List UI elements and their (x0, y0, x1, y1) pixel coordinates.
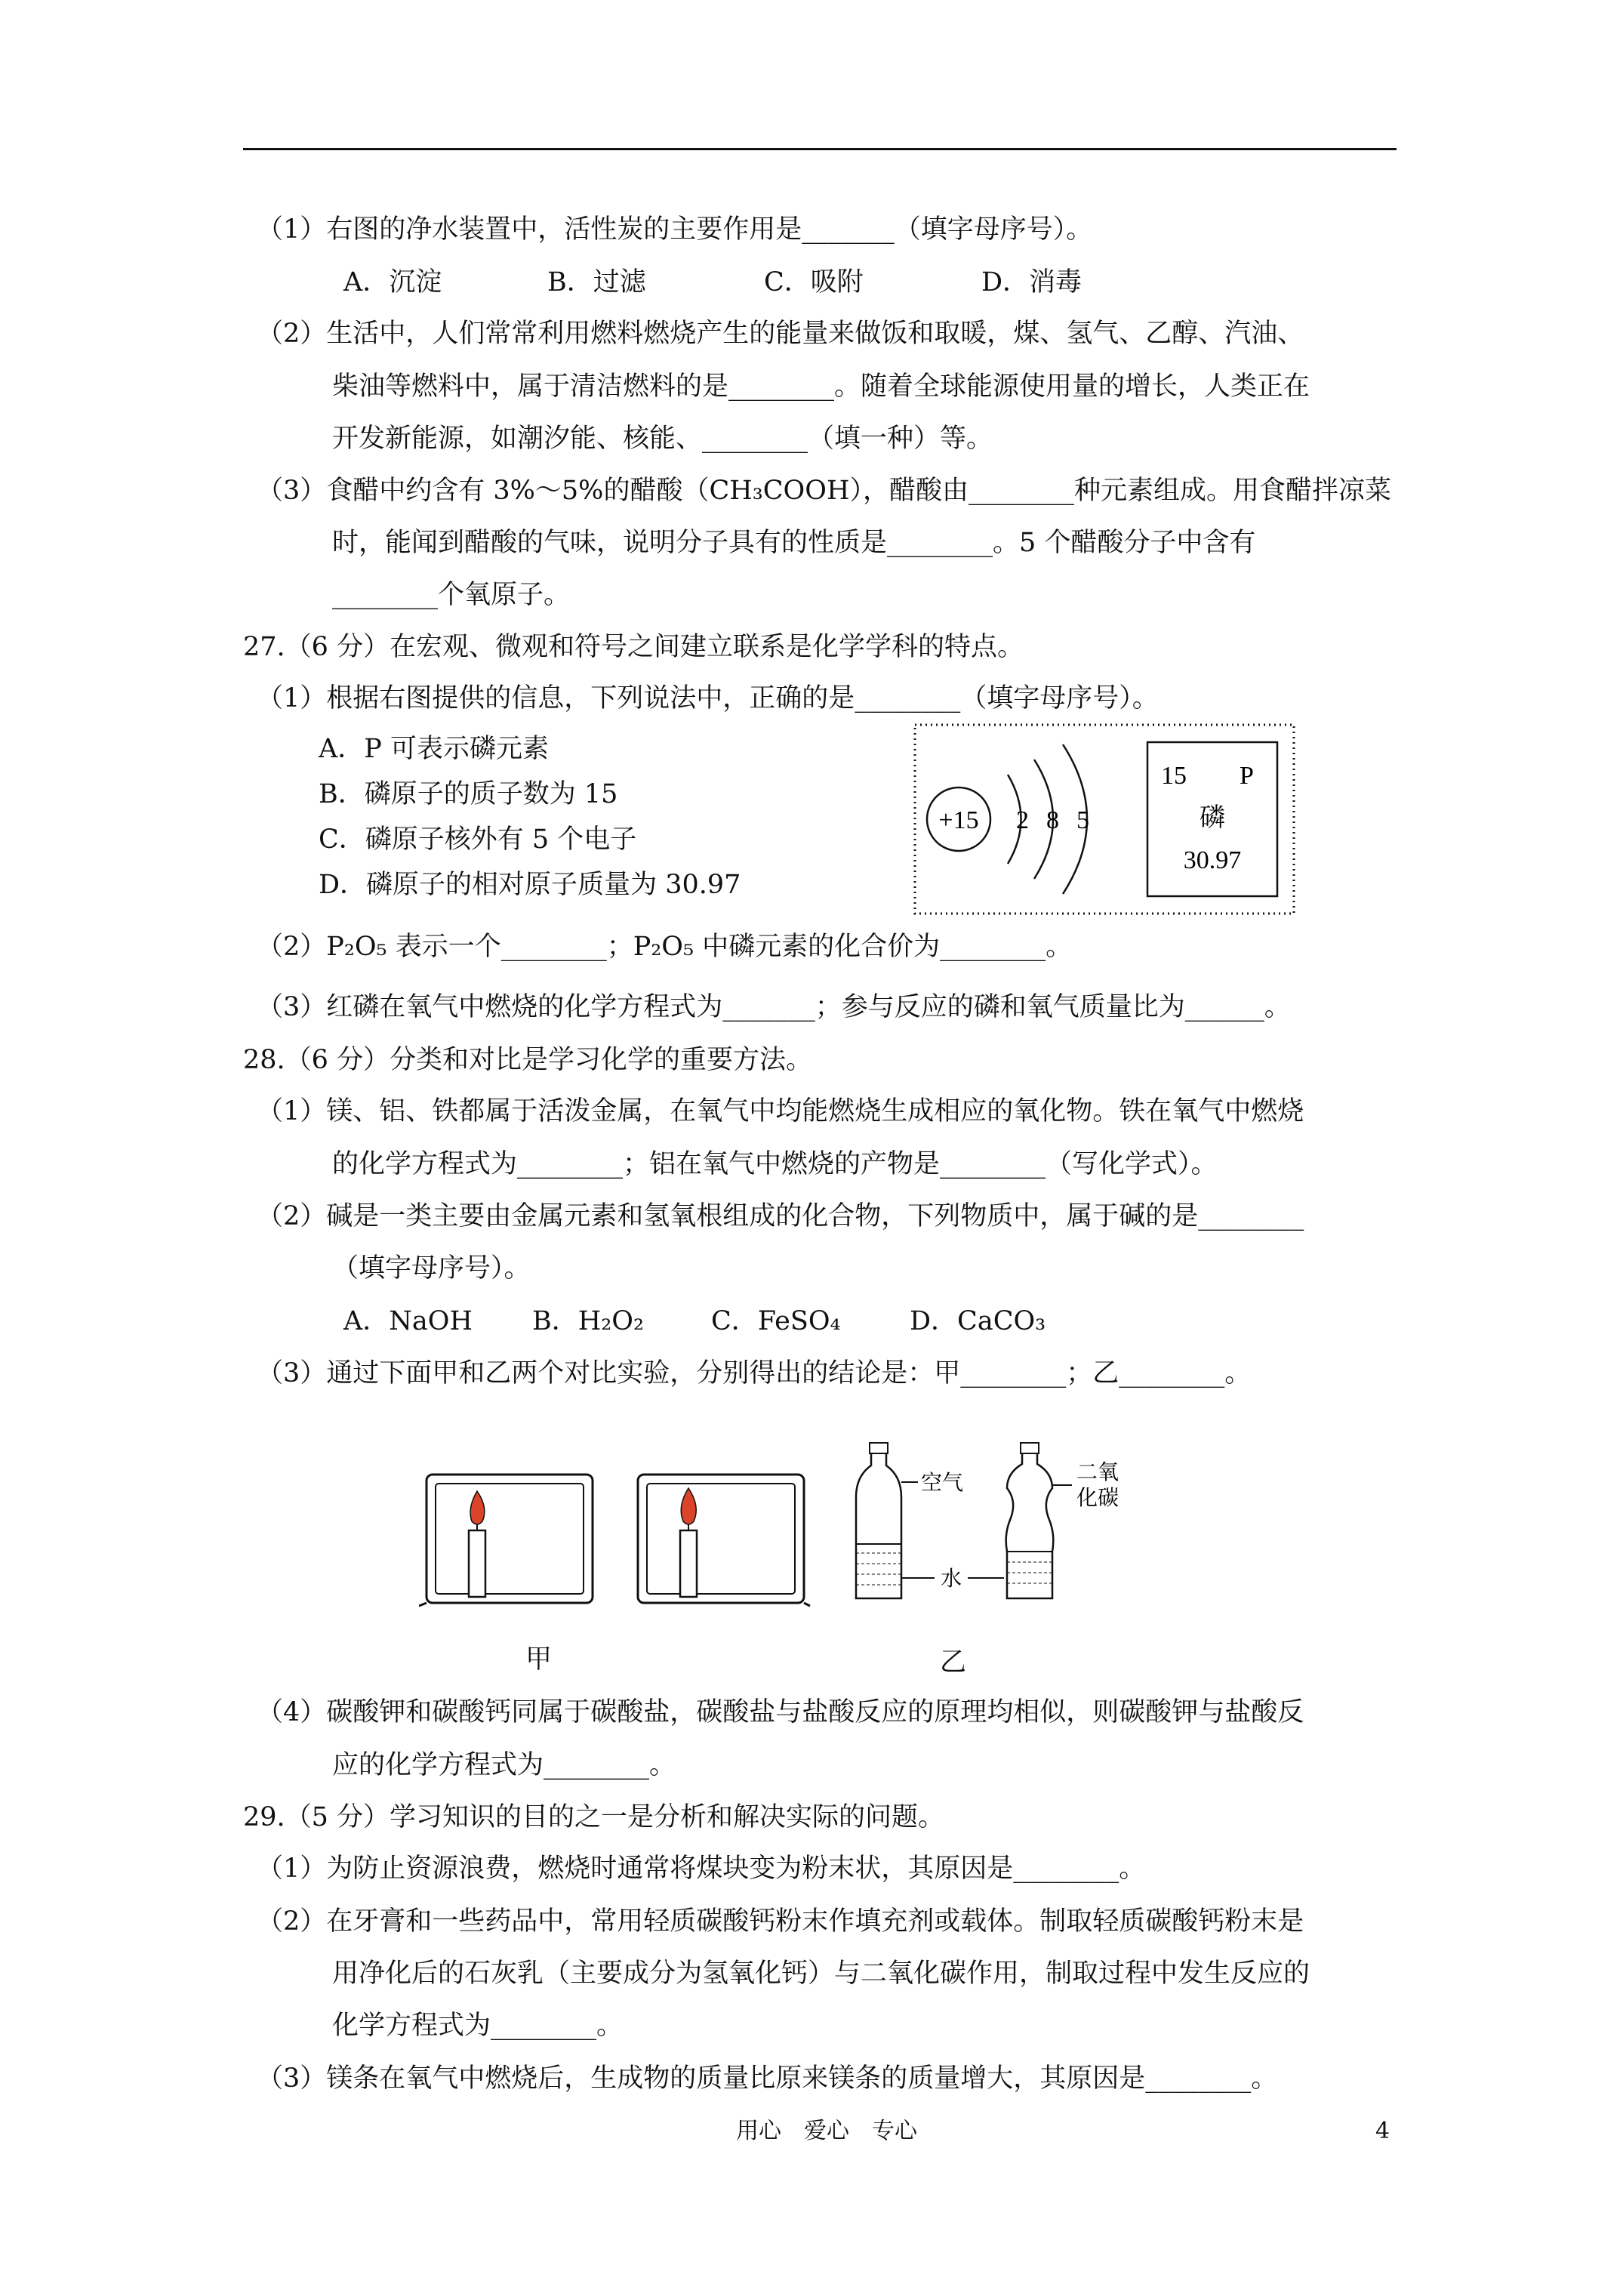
page-number: 4 (1375, 2118, 1390, 2144)
bottle-co2 (1006, 1443, 1119, 1598)
q29-part2-line3: 化学方程式为________。 (332, 2011, 624, 2041)
q27-opt-a: A．P 可表示磷元素 (319, 734, 549, 764)
q27-part2: （2）P₂O₅ 表示一个________；P₂O₅ 中磷元素的化合价为________。 (257, 932, 1073, 962)
experiment-yi-figure (845, 1438, 1132, 1608)
q28-part1-line2: 的化学方程式为________；铝在氧气中燃烧的产物是________（写化学式）。 (332, 1149, 1218, 1179)
beaker-left (419, 1475, 593, 1606)
header-rule (243, 148, 1397, 150)
beaker-right (638, 1475, 810, 1606)
phosphorus-atom-figure (913, 723, 1295, 915)
q26-part2-line1: （2）生活中，人们常常利用燃料燃烧产生的能量来做饭和取暖，煤、氢气、乙醇、汽油、 (257, 319, 1304, 349)
label-water: 水 (941, 1567, 962, 1591)
q28-part2-line2: （填字母序号）。 (332, 1253, 531, 1284)
candle-right (680, 1530, 697, 1597)
shell-electrons-3: 5 (1076, 806, 1089, 834)
label-co2-line2: 化碳 (1076, 1487, 1119, 1510)
q27-opt-c: C．磷原子核外有 5 个电子 (319, 824, 637, 855)
q28-title: 28.（6 分）分类和对比是学习化学的重要方法。 (243, 1045, 813, 1075)
experiment-jia-figure (419, 1469, 812, 1608)
q28-part1-line1: （1）镁、铝、铁都属于活泼金属，在氧气中均能燃烧生成相应的氧化物。铁在氧气中燃烧 (257, 1096, 1304, 1126)
q27-part1: （1）根据右图提供的信息，下列说法中，正确的是________（填字母序号）。 (257, 683, 1159, 713)
candle-left (469, 1530, 485, 1597)
q26-part3-line1: （3）食醋中约含有 3%～5%的醋酸（CH₃COOH），醋酸由________种元素组成。用食醋拌凉菜 (257, 476, 1391, 506)
q29-part2-line1: （2）在牙膏和一些药品中，常用轻质碳酸钙粉末作填充剂或载体。制取轻质碳酸钙粉末是 (257, 1906, 1304, 1937)
q28-part3: （3）通过下面甲和乙两个对比实验，分别得出的结论是：甲________；乙________。 (257, 1358, 1252, 1388)
q28-opt-c: C．FeSO₄ (711, 1306, 841, 1336)
q28-part2-line1: （2）碱是一类主要由金属元素和氢氧根组成的化合物，下列物质中，属于碱的是________ (257, 1201, 1304, 1231)
q28-opt-b: B．H₂O₂ (532, 1306, 644, 1336)
q27-opt-b: B．磷原子的质子数为 15 (319, 779, 618, 809)
figure-label-yi: 乙 (940, 1647, 967, 1678)
q26-part3-line3: ________个氧原子。 (332, 580, 571, 610)
q27-part3: （3）红磷在氧气中燃烧的化学方程式为_______；参与反应的磷和氧气质量比为______。 (257, 992, 1291, 1022)
q28-part4-line2: 应的化学方程式为________。 (332, 1750, 676, 1780)
q29-part2-line2: 用净化后的石灰乳（主要成分为氢氧化钙）与二氧化碳作用，制取过程中发生反应的 (332, 1959, 1310, 1989)
label-air: 空气 (921, 1472, 964, 1495)
q27-title: 27.（6 分）在宏观、微观和符号之间建立联系是化学学科的特点。 (243, 632, 1024, 662)
q26-opt-a: A．沉淀 (343, 267, 442, 297)
figure-label-jia: 甲 (525, 1644, 553, 1675)
label-co2-line1: 二氧 (1076, 1461, 1119, 1484)
q29-part1: （1）为防止资源浪费，燃烧时通常将煤块变为粉末状，其原因是________。 (257, 1854, 1146, 1884)
q26-part3-line2: 时，能闻到醋酸的气味，说明分子具有的性质是________。5 个醋酸分子中含有 (332, 528, 1256, 558)
flame-right (681, 1488, 696, 1524)
nucleus-charge: +15 (938, 806, 979, 834)
q28-opt-a: A．NaOH (343, 1306, 473, 1336)
shell-electrons-2: 8 (1046, 806, 1059, 834)
shell-electrons-1: 2 (1016, 806, 1029, 834)
element-name: 磷 (1200, 804, 1225, 832)
q26-part1: （1）右图的净水装置中，活性炭的主要作用是_______（填字母序号）。 (257, 214, 1093, 245)
q28-opt-d: D．CaCO₃ (910, 1306, 1046, 1336)
flame-left (470, 1491, 485, 1524)
q29-part3: （3）镁条在氧气中燃烧后，生成物的质量比原来镁条的质量增大，其原因是________。 (257, 2063, 1278, 2094)
q26-opt-c: C．吸附 (764, 267, 864, 297)
q29-title: 29.（5 分）学习知识的目的之一是分析和解决实际的问题。 (243, 1802, 945, 1832)
atomic-number: 15 (1161, 762, 1187, 790)
element-symbol: P (1240, 762, 1254, 790)
q26-part2-line2: 柴油等燃料中，属于清洁燃料的是________。随着全球能源使用量的增长，人类正在 (332, 371, 1310, 402)
q26-part2-line3: 开发新能源，如潮汐能、核能、________（填一种）等。 (332, 424, 993, 454)
q26-opt-b: B．过滤 (547, 267, 646, 297)
q27-opt-d: D．磷原子的相对原子质量为 30.97 (319, 870, 741, 900)
q28-part4-line1: （4）碳酸钾和碳酸钙同属于碳酸盐，碳酸盐与盐酸反应的原理均相似，则碳酸钾与盐酸反 (257, 1697, 1304, 1727)
atomic-mass: 30.97 (1183, 846, 1242, 874)
footer-motto: 用心 爱心 专心 (736, 2118, 917, 2144)
q26-opt-d: D．消毒 (981, 267, 1083, 297)
